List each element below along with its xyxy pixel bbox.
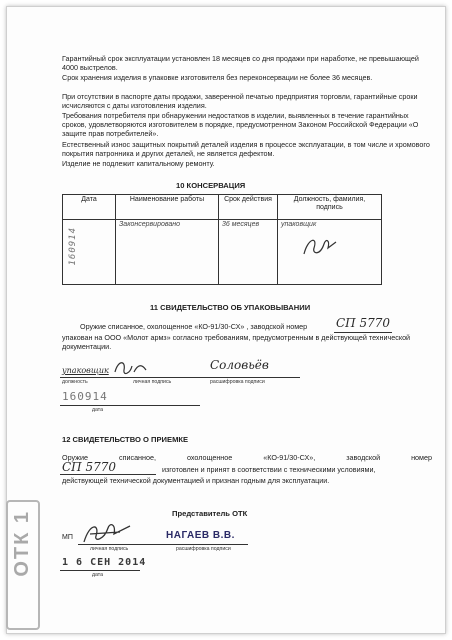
col-header-date: Дата — [63, 195, 116, 220]
col-header-position: Должность, фамилия, подпись — [278, 195, 382, 220]
col-header-term: Срок действия — [219, 195, 278, 220]
warranty-paragraph-1: Гарантийный срок эксплуатации установлен 18 месяцев со дня продажи при наработке, не превышающей 4000 выстрелов. — [62, 54, 419, 73]
packer-signature-icon — [112, 358, 152, 378]
otk-stamp-text: ОТК 1 — [11, 510, 33, 577]
table-row — [63, 220, 382, 285]
term-cell: 36 месяцев — [219, 220, 278, 285]
warranty-paragraph-4: Требования потребителя при обнаружении недостатков в изделии, выявленных в течение гарантийных сроков, удовлетворяются изготовителем в порядке, предусмотренном Законом Российской Федерации «О защите прав потребителей». — [62, 111, 419, 139]
caption-signature: личная подпись — [90, 546, 129, 552]
warranty-paragraph-2: Срок хранения изделия в упаковке изготовителя без переконсервации не более 36 месяцев. — [62, 73, 373, 82]
warranty-paragraph-3: При отсутствии в паспорте даты продажи, заверенной печатью предприятия торговли, гарантийные сроки исчисляются с даты изготовления изделия. — [62, 92, 418, 111]
position-text: упаковщик — [281, 221, 317, 228]
caption-date: дата — [92, 407, 104, 413]
otk-stamp — [6, 500, 40, 630]
acceptance-line-1 — [62, 453, 432, 462]
otk-name-stamp: НАГАЕВ В.В. — [166, 530, 235, 541]
acceptance-word: заводской — [346, 453, 381, 462]
mp-label: МП — [62, 534, 73, 541]
otk-signature-line — [78, 544, 248, 545]
acceptance-word: номер — [411, 453, 432, 462]
acceptance-serial-line — [60, 474, 156, 475]
otk-signature-icon — [80, 520, 140, 546]
acceptance-line-2: изготовлен и принят в соответствии с техническими условиями, — [162, 465, 376, 474]
packing-text-2: упакован на ООО «Молот армз» согласно требованиям, предусмотренным в действующей технической документации. — [62, 333, 411, 352]
acceptance-date-stamp: 1 6 СЕН 2014 — [62, 557, 147, 568]
acceptance-word: списанное, — [118, 453, 156, 462]
packing-serial-handwritten: СП 5770 — [336, 316, 390, 330]
section-11-title: 11 СВИДЕТЕЛЬСТВО ОБ УПАКОВЫВАНИИ — [150, 303, 311, 312]
warranty-paragraph-6: Изделие не подлежит капитальному ремонту. — [62, 159, 215, 168]
caption-date: дата — [92, 572, 104, 578]
packing-date-line — [60, 405, 200, 406]
conservation-table — [62, 194, 382, 285]
acceptance-serial-handwritten: СП 5770 — [62, 460, 116, 474]
caption-decode: расшифровка подписи — [210, 379, 265, 385]
acceptance-word: охолощенное — [186, 453, 233, 462]
warranty-paragraph-5: Естественный износ защитных покрытий деталей изделия в процессе эксплуатации, в том числе и хромового покрытия патронника и других деталей, не является дефектом. — [62, 140, 430, 159]
caption-position: должность — [62, 379, 88, 385]
signature-icon — [300, 234, 340, 260]
date-stamp: 160914 — [68, 227, 78, 266]
acceptance-word: Оружие — [62, 453, 89, 462]
acceptance-word: «КО-91/30-СХ», — [263, 453, 316, 462]
packing-text-1: Оружие списанное, охолощенное «КО-91/30-СХ» , заводской номер — [80, 322, 308, 331]
packer-position-handwritten: упаковщик — [62, 366, 109, 375]
packer-name-handwritten: Соловьёв — [210, 358, 269, 372]
otk-representative: Представитель ОТК — [172, 509, 248, 518]
col-header-work: Наименование работы — [116, 195, 219, 220]
acceptance-date-line — [60, 570, 140, 571]
work-cell: Законсервировано — [116, 220, 219, 285]
date-cell — [63, 220, 116, 285]
section-12-title: 12 СВИДЕТЕЛЬСТВО О ПРИЕМКЕ — [62, 435, 189, 444]
position-cell — [278, 220, 382, 285]
packing-date-stamp: 160914 — [62, 390, 108, 403]
packer-signature-line — [60, 377, 300, 378]
acceptance-line-3: действующей технической документацией и признан годным для эксплуатации. — [62, 476, 330, 485]
caption-decode: расшифровка подписи — [176, 546, 231, 552]
section-10-title: 10 КОНСЕРВАЦИЯ — [176, 181, 246, 190]
caption-signature: личная подпись — [133, 379, 172, 385]
